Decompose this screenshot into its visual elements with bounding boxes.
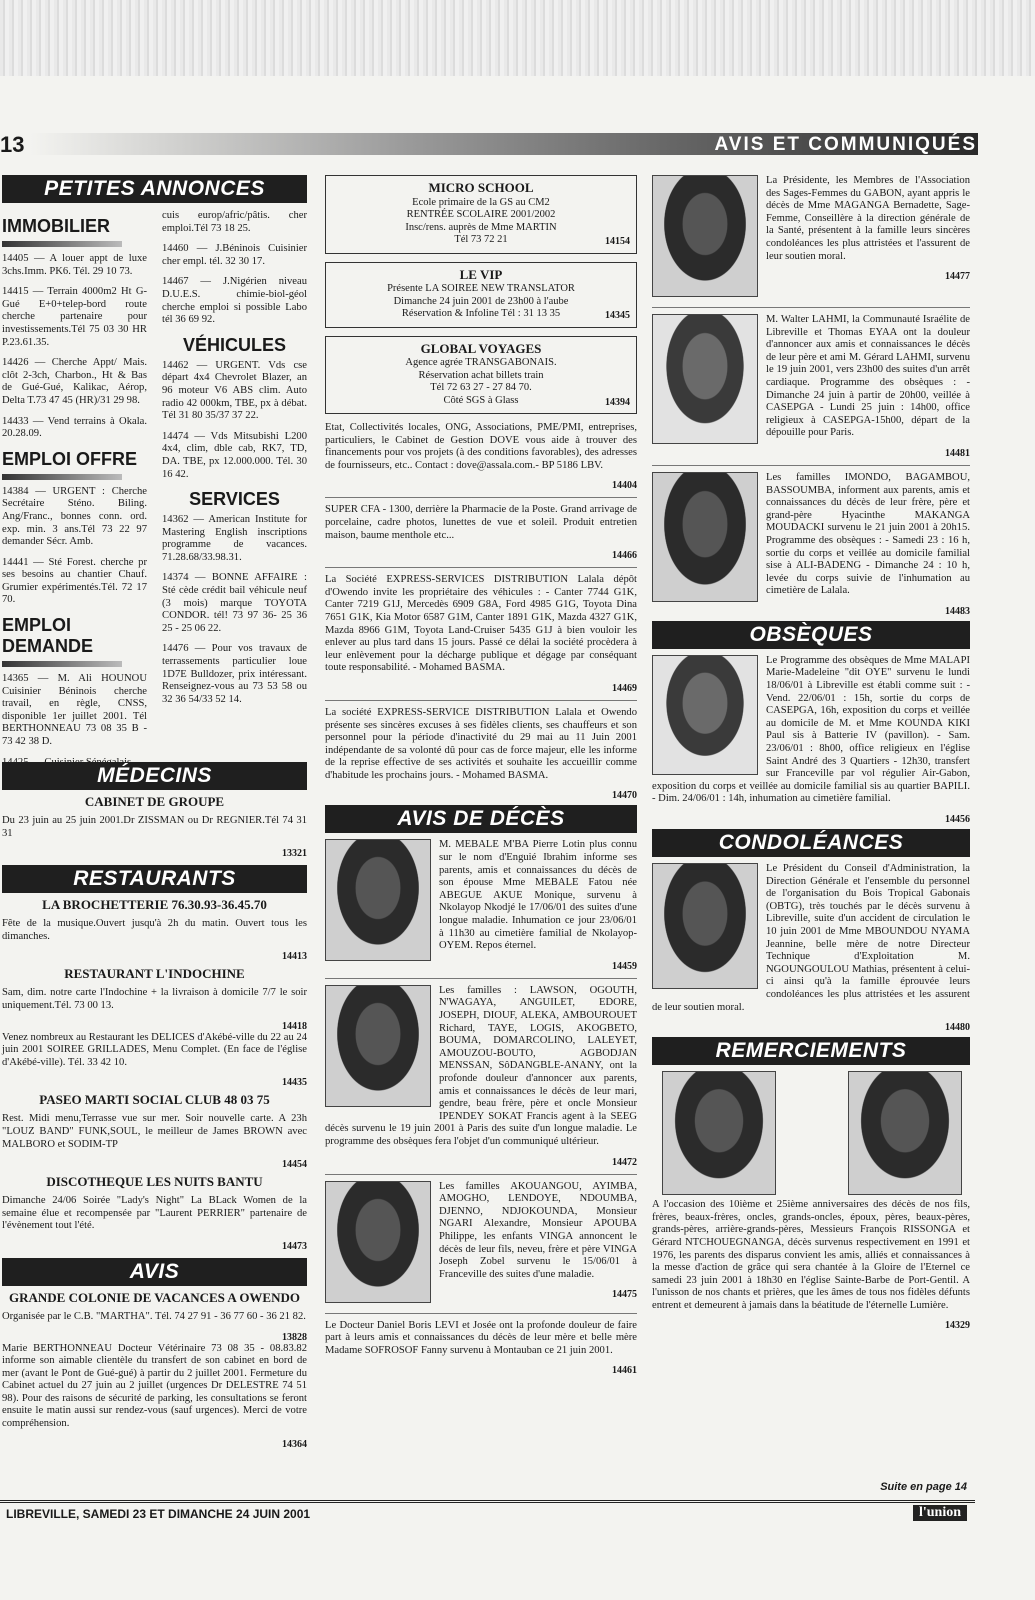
classified-ad: 14405 — A louer appt de luxe 3chs.Imm. PK6. Tél. 29 10 73. bbox=[2, 253, 147, 277]
ad-line: Réservation & Infoline Tél : 31 13 35 bbox=[401, 308, 561, 319]
ad-reference: 14394 bbox=[605, 396, 630, 408]
restaurant-text: Sam, dim. notre carte l'Indochine + la livraison à domicile 7/7 le soir uniquement.Tél. 73 00 13. bbox=[2, 987, 307, 1011]
divider bbox=[325, 1313, 637, 1314]
petites-col-1 bbox=[2, 210, 147, 777]
ad-reference: 14461 bbox=[612, 1365, 637, 1377]
portrait-photo bbox=[662, 1071, 776, 1195]
restaurant-text: Dimanche 24/06 Soirée "Lady's Night" La BLack Women de la semaine élue et recompensée par "Laurent PERRIER" partenaire de l'évènement tout l'été. bbox=[2, 1195, 307, 1232]
ad-text: Etat, Collectivités locales, ONG, Associations, PME/PMI, entreprises, particuliers, le Cabinet de Gestion DOVE vous aide à trouver des financements pour vos projets (à des conditions favorables), des adresses de fournisseurs, etc.. Contact : dove@assala.com.- BP 5186 LBV. bbox=[325, 422, 637, 471]
portrait-photo bbox=[652, 472, 758, 602]
ad-reference: 14473 bbox=[282, 1240, 307, 1252]
condoleances-heading: CONDOLÉANCES bbox=[652, 829, 970, 857]
medecins-title: CABINET DE GROUPE bbox=[84, 794, 225, 809]
ad-reference: 14456 bbox=[945, 814, 970, 825]
ad-reference: 14480 bbox=[945, 1022, 970, 1034]
ad-line: Tél 73 72 21 bbox=[454, 234, 508, 245]
notice-text: Les familles IMONDO, BAGAMBOU, BASSOUMBA, informent aux parents, amis et connaissances du décès de leur frère, père et grand-père Hyacinthe MAKANGA MOUDACKI survenu le 21 juin 2001 à 20h15. Programme des obsèques : - Samedi 23 : 16 h, sortie du corps et veillée au domicile familial sise à ALI-BADENG - Dimanche 24 : 10 h, levée du corps suivie de l'inhumation au cimetière de Lalala. bbox=[766, 471, 970, 597]
services-heading: SERVICES bbox=[189, 489, 280, 510]
divider bbox=[325, 497, 637, 498]
left-lower-column bbox=[2, 762, 307, 1450]
restaurant-title: DISCOTHEQUE LES NUITS BANTU bbox=[46, 1174, 263, 1190]
ad-reference: 14469 bbox=[612, 682, 637, 694]
scan-top-margin bbox=[0, 0, 1035, 76]
classified-ad: 14384 — URGENT : Cherche Secrétaire Sténo. Biling. Ang/Franc., bonnes conn. ord. exp. min. 3 ans.Tél 73 22 97 demander Sécr. Amb. bbox=[2, 485, 147, 548]
notice bbox=[652, 175, 970, 301]
ad-reference: 14475 bbox=[612, 1289, 637, 1301]
vehicules-heading: VÉHICULES bbox=[182, 334, 287, 355]
avis-text: Marie BERTHONNEAU Docteur Vétérinaire 73 08 35 - 08.83.82 informe son aimable clientèle du transfert de son cabinet en bord de mer (avant le Pont de Gué-gué) à partir du 2 juillet 2001. Fermeture du Cabinet actuel du 27 juin au 2 juillet (urgences Dr DELESTRE 74 51 98). Pour des raisons de sécurité de parking, les consultations se feront ensuite le matin aussi sur rendez-vous (sauf urgences). Merci de votre compréhension. bbox=[2, 1342, 307, 1430]
ad-title: MICRO SCHOOL bbox=[428, 180, 534, 195]
continued-note: Suite en page 14 bbox=[880, 1481, 967, 1493]
ad-reference: 14345 bbox=[605, 310, 630, 321]
immobilier-heading: IMMOBILIER bbox=[2, 216, 110, 236]
classified-ad: 14474 — Vds Mitsubishi L200 4x4, clim, dble cab, RK7, TD, DA. TBE, px 12.000.000. Tél. 30 16 42. bbox=[162, 430, 307, 480]
notice-text: La Présidente, les Membres de l'Association des Sages-Femmes du GABON, ayant appris le décès de Mme MAGANGA Bernadette, Sage-Femme, Conseillère à la direction générale de la Santé, présentent à la famille leurs sincères condoléances les plus attristées et l'assurent de leur soutien moral. bbox=[766, 175, 970, 262]
ad-title: GLOBAL VOYAGES bbox=[420, 340, 542, 356]
ad-text: La société EXPRESS-SERVICE DISTRIBUTION Lalala et Owendo présente ses sincères excuses à ses fidèles clients, ses chauffeurs et son personnel pour la période d'inactivité du 29 mai au 11 Juin 2001 indépendante de sa volonté dû pour cas de force majeur, elle les informe de la reprise effective de ses activités et souhaite les accueillir comme d'habitude les prochains jours. - Mohamed BASMA. bbox=[325, 706, 637, 781]
le-vip-ad bbox=[325, 262, 637, 328]
ad-line: Agence agrée TRANSGABONAIS. bbox=[405, 357, 557, 368]
classified-ad: 14374 — BONNE AFFAIRE : Sté cède crédit bail véhicule neuf (3 mois) marque TOYOTA CONDOR. tél! 73 97 36- 25 36 25 - 25 06 22. bbox=[162, 572, 307, 634]
portrait-photo bbox=[652, 314, 758, 444]
classified-ad: 14433 — Vend terrains à Okala. 20.28.09. bbox=[2, 415, 147, 440]
portrait-photo bbox=[325, 1181, 431, 1303]
ad-reference: 14154 bbox=[605, 236, 630, 247]
ad-reference: 14466 bbox=[612, 550, 637, 562]
deces-text: Les familles AKOUANGOU, AYIMBA, AMOGHO, LENDOYE, NDOUMBA, DJENNO, NDJOKOUNDA, Monsieur NGARI Alexandre, Monsieur APOUBA Philippe, les enfants VINGA annoncent le décès de leur fils, neveu, frère et père VINGA Joseph Zobel survenu le 15/06/01 à Franceville des suites d'une maladie. bbox=[439, 1180, 637, 1280]
petites-annonces-block bbox=[2, 175, 307, 203]
avis-de-deces-heading: AVIS DE DÉCÈS bbox=[325, 805, 637, 833]
portrait-photo bbox=[652, 175, 758, 297]
ad-reference: 14459 bbox=[612, 960, 637, 972]
micro-school-ad bbox=[325, 175, 637, 254]
page-footer bbox=[0, 1481, 975, 1521]
classified-ad: 14362 — American Institute for Mastering English inscriptions programme de vacances. 71.28.68/33.98.31. bbox=[162, 514, 307, 563]
classified-ad: 14476 — Pour vos travaux de terrassements particulier loue 1D7E Bulldozer, prix intéressant. Renseignez-vous au 73 53 58 ou 32 36 54/33 52 14. bbox=[162, 643, 307, 705]
deces-text: M. MEBALE M'BA Pierre Lotin plus connu sur le nom d'Enguié Ibrahim informe ses parents, amis et connaissances du décès de son épouse Mme MEBALE Fatou née ABEGUE AKUE Monique, survenu à Nkolayop Nkodjé le 17/06/01 des suites d'une longue maladie. Inhumation ce jour 23/06/01 à 11h30 au cimetière familial de Nkolayop-OYEM. Repos éternel. bbox=[439, 839, 637, 952]
ad-reference: 13828 bbox=[282, 1331, 307, 1343]
ad-line: Insc/rens. auprès de Mme MARTIN bbox=[405, 221, 557, 233]
restaurant-title: PASEO MARTI SOCIAL CLUB 48 03 75 bbox=[39, 1092, 270, 1108]
ad-line: Tél 72 63 27 - 27 84 70. bbox=[430, 382, 532, 393]
classified-ad: 14415 — Terrain 4000m2 Ht G-Gué E+0+telep-bord route cherche partenaire pour investissements.Tél 75 03 30 HR P.23.61.35. bbox=[2, 286, 147, 348]
heading-rule bbox=[2, 474, 122, 480]
ad-reference: 14404 bbox=[612, 480, 637, 492]
classified-ad: 14460 — J.Béninois Cuisinier cher empl. tél. 32 30 17. bbox=[162, 243, 307, 267]
obseques-heading: OBSÈQUES bbox=[652, 621, 970, 649]
ad-reference: 14364 bbox=[282, 1438, 307, 1450]
remerciements-heading: REMERCIEMENTS bbox=[652, 1037, 970, 1065]
deces-notice bbox=[325, 839, 637, 971]
classified-ad: 14441 — Sté Forest. cherche pr ses besoins au chantier Chauf. Grumier expérimentés.Tél. 72 17 70. bbox=[2, 556, 147, 606]
emploi-demande-heading: EMPLOI DEMANDE bbox=[2, 615, 94, 657]
heading-rule bbox=[2, 661, 122, 667]
divider bbox=[325, 978, 637, 979]
ad-reference: 14329 bbox=[945, 1320, 970, 1332]
deces-notice bbox=[325, 1181, 637, 1307]
portrait-photo bbox=[325, 985, 431, 1107]
ad-line: Dimanche 24 juin 2001 de 23h00 à l'aube bbox=[393, 295, 569, 307]
ad-title: LE VIP bbox=[459, 266, 503, 282]
portrait-photo bbox=[325, 839, 431, 961]
notice bbox=[652, 472, 970, 617]
newspaper-brand: l'union bbox=[913, 1505, 967, 1521]
ad-reference: 14470 bbox=[612, 790, 637, 802]
ad-line: Réservation achat billets train bbox=[418, 369, 544, 381]
emploi-offre-heading: EMPLOI OFFRE bbox=[2, 448, 137, 469]
portrait-photo bbox=[848, 1071, 962, 1195]
ad-text: SUPER CFA - 1300, derrière la Pharmacie de la Poste. Grand arrivage de porcelaine, cadre photos, lunettes de vue et soleil. Produit entretien maison, baume menthole etc... bbox=[325, 504, 637, 541]
ad-line: Présente LA SOIREE NEW TRANSLATOR bbox=[387, 283, 575, 294]
condoleances-notice bbox=[652, 863, 970, 1033]
portrait-photo bbox=[652, 655, 758, 775]
divider bbox=[652, 465, 970, 466]
deces-text: Les familles : LAWSON, OGOUTH, N'WAGAYA, ANGUILET, EDORE, JOSEPH, DIOUF, ALEKA, AMBOUROUET Richard, TAYE, LOGIS, AKOGBETO, BOUMA, DOMARCOLINO, LALEYET, AMOUZOU-BOUTO, AGBODJAN MENSSAN, SôDANGBLE-ANANY, ont la profonde douleur d'annoncer aux parents, amis et connaissances le décès de leur mari, gendre, beau frère, père et oncle Monsieur IPENDEY SOKAT Francis agent à la SEEG décès survenu le 19 juin 2001 à Paris des suite d'un longue maladie. Le programme des obsèques fera l'objet d'un communiqué ultérieur. bbox=[325, 984, 637, 1147]
obseques-text: Le Programme des obsèques de Mme MALAPI Marie-Madeleine "dit OYE" survenu le lundi 18/06/01 à Libreville est établi comme suit : - Vend. 22/06/01 : 15h, sortie du corps de CASEPGA, 16h, exposition du corps et veillée au domicile de M. et Mme KOUNDA KIKI Paul sis à Batterie IV (pavillon). - Sam. 23/06/01 : 8h00, office religieux en l'église Saint André des 3 Quartiers - 12h30, transfert sur Franceville par vol régulier Air-Gabon, exposition du corps et veillée au domicile familial sis au quartier BAPILI. - Dim. 24/06/01 : 14h, inhumation au cimetière familial. bbox=[652, 654, 970, 805]
ad-reference: 14413 bbox=[282, 951, 307, 963]
petites-col-2 bbox=[162, 210, 307, 714]
restaurant-title: RESTAURANT L'INDOCHINE bbox=[64, 966, 245, 982]
ad-reference: 14483 bbox=[945, 605, 970, 617]
right-column bbox=[652, 175, 970, 1331]
avis-text: Organisée par le C.B. "MARTHA". Tél. 74 27 91 - 36 77 60 - 36 21 82. bbox=[2, 1310, 306, 1322]
restaurant-text: Rest. Midi menu,Terrasse vue sur mer. Soir nouvelle carte. A 23h "LOUZ BAND" FUNK,SOUL, le meilleur de James BROWN avec MALBORO et SODIM-TP bbox=[2, 1113, 307, 1150]
portrait-photo bbox=[652, 863, 758, 989]
remerciements-photos bbox=[652, 1071, 970, 1199]
divider bbox=[325, 567, 637, 568]
ad-line: Ecole primaire de la GS au CM2 bbox=[412, 196, 550, 208]
classified-ad: 14467 — J.Nigérien niveau D.U.E.S. chimie-biol-géol cherche emploi si possible Labo tél 36 69 92. bbox=[162, 276, 307, 326]
section-title: AVIS ET COMMUNIQUÉS bbox=[714, 134, 977, 155]
divider bbox=[652, 307, 970, 308]
remerciements-text: A l'occasion des 10ième et 25ième anniversaires des décès de nos fils, frères, beaux-frères, oncles, grands-oncles, époux, pères, beaux-pères, grands-pères, arrière-grands-pères, Messieurs François RISSONGA et Gérard NTCHOUEGNANGA, décès survenus respectivement en 1991 et 1976, les parents des disparus convient les amis, alliés et connaissances à la messe d'action de grâce qui sera chantée à la Gloire de l'Eternel ce samedi 23 juin 2001 à 18h30 en l'église Sainte-Barbe de Port-Gentil. A l'unisson de nos chants et prières, que les âmes de tous nos fidèles défunts entrent et demeurent à jamais dans la béatitude de l'éternelle Lumière. bbox=[652, 1199, 970, 1311]
middle-column bbox=[325, 175, 637, 1376]
petites-annonces-heading: PETITES ANNONCES bbox=[2, 175, 307, 203]
divider bbox=[325, 700, 637, 701]
avis-heading: AVIS bbox=[2, 1258, 307, 1286]
medecins-heading: MÉDECINS bbox=[2, 762, 307, 790]
deces-notice bbox=[325, 985, 637, 1168]
divider bbox=[325, 1174, 637, 1175]
ad-reference: 14481 bbox=[945, 447, 970, 459]
ad-reference: 14454 bbox=[282, 1159, 307, 1171]
medecins-text: Du 23 juin au 25 juin 2001.Dr ZISSMAN ou Dr REGNIER.Tél 74 31 31 bbox=[2, 815, 307, 839]
restaurant-text: Fête de la musique.Ouvert jusqu'à 2h du matin. Ouvert tous les dimanches. bbox=[2, 918, 307, 942]
global-voyages-ad bbox=[325, 336, 637, 415]
ad-reference: 14418 bbox=[282, 1020, 307, 1032]
condoleances-text: Le Président du Conseil d'Administration, la Direction Générale et l'ensemble du personnel de l'organisation du Bois Tropical Gabonais (OBTG), très touchés par le décès survenu à Libreville, suite d'un accident de circulation le 10 juin 2001 de Mme MBOUNDOU NYAMA Jeannine, belle mère de notre Directeur Technique d'Exploitation M. NGOUNGOULOU Mathias, présentent à celui-ci ainsi qu'à la famille éprouvée leurs condoléances les plus attristées et les assurent de leur soutien moral. bbox=[652, 863, 970, 1013]
obseques-notice bbox=[652, 655, 970, 825]
ad-reference: 13321 bbox=[282, 848, 307, 860]
notice bbox=[652, 314, 970, 459]
page-number: 13 bbox=[0, 132, 25, 157]
deces-text: Le Docteur Daniel Boris LEVI et Josée ont la profonde douleur de faire part à leurs amis et connaissances du décès de leur mère et belle mère Madame SOFROSOF Fanny survenu à Montauban ce 21 juin 2001. bbox=[325, 1319, 637, 1356]
ad-line: Côté SGS à Glass bbox=[443, 394, 519, 406]
ad-text: La Société EXPRESS-SERVICES DISTRIBUTION Lalala dépôt d'Owendo invite les propriétaire des véhicules : - Canter 7744 G1K, Canter 7219 G1J, Mercedès 6909 G8A, Ford 4985 G1G, Toyota Dina 7651 G1K, Kia Motor 6587 G1M, Canter 1891 G1K, Mazda 4327 G1K, Mazda 8966 G1M, Toyota Land-Cruiser 5435 G1J à bien vouloir les enlever au plus tard dans 15 jours. Passé ce délai la société procèdera à leur enlèvement pour la décharge publique et dégage par conséquant toute responsabilité. - Mohamed BASMA. bbox=[325, 574, 637, 674]
avis-title: GRANDE COLONIE DE VACANCES A OWENDO bbox=[9, 1289, 300, 1305]
classified-ad: 14426 — Cherche Appt/ Mais. clôt 2-3ch, Charbon., Ht & Bas de Gué-Gué, Kalikac, Aérop, Delta T.73 47 45 (HR)/31 29 98. bbox=[2, 357, 147, 406]
ad-reference: 14477 bbox=[945, 271, 970, 283]
classified-ad: 14462 — URGENT. Vds cse départ 4x4 Chevrolet Blazer, an 96 moteur V6 ABS clim. Auto radio 42 000km, TBE, px à débat. Tél 31 80 35/37 37 22. bbox=[162, 359, 307, 422]
ad-reference: 14472 bbox=[612, 1156, 637, 1168]
restaurants-heading: RESTAURANTS bbox=[2, 865, 307, 893]
ad-reference: 14435 bbox=[282, 1077, 307, 1089]
notice-text: M. Walter LAHMI, la Communauté Israélite de Libreville et Thomas EYAA ont la douleur d'annoncer aux amis et connaissances le décès de leur père et ami M. Gérard LAHMI, survenu le 19 juin 2001, vers 23h00 des suites d'un arrêt cardiaque. Programme des obsèques : - Dimanche 24 juin à partir de 20h00, veillée à CASEPGA - Lundi 25 juin : 14h00, office religieux à CASEPGA-15h00, départ de la dépouille pour Paris. bbox=[766, 314, 970, 439]
heading-rule bbox=[2, 241, 122, 247]
restaurant-text: Venez nombreux au Restaurant les DELICES d'Akébé-ville du 22 au 24 juin 2001 SOIREE GRILLADES, Menu Complet. (En face de l'église d'Akébé-ville). Tél. 33 42 10. bbox=[2, 1031, 307, 1068]
classified-ad: cuis europ/afric/pâtis. cher emploi.Tél 73 18 25. bbox=[162, 210, 307, 234]
ad-line: RENTRÉE SCOLAIRE 2001/2002 bbox=[406, 209, 556, 220]
footer-date: LIBREVILLE, SAMEDI 23 ET DIMANCHE 24 JUIN 2001 bbox=[6, 1507, 311, 1521]
classified-ad: 14365 — M. Ali HOUNOU Cuisinier Béninois cherche travail, en règle, CNSS, disponible 1er juillet 2001. Tél BERTHONNEAU 73 08 35 B - 73 42 38 D. bbox=[2, 673, 147, 748]
restaurant-title: LA BROCHETTERIE 76.30.93-36.45.70 bbox=[42, 897, 267, 913]
